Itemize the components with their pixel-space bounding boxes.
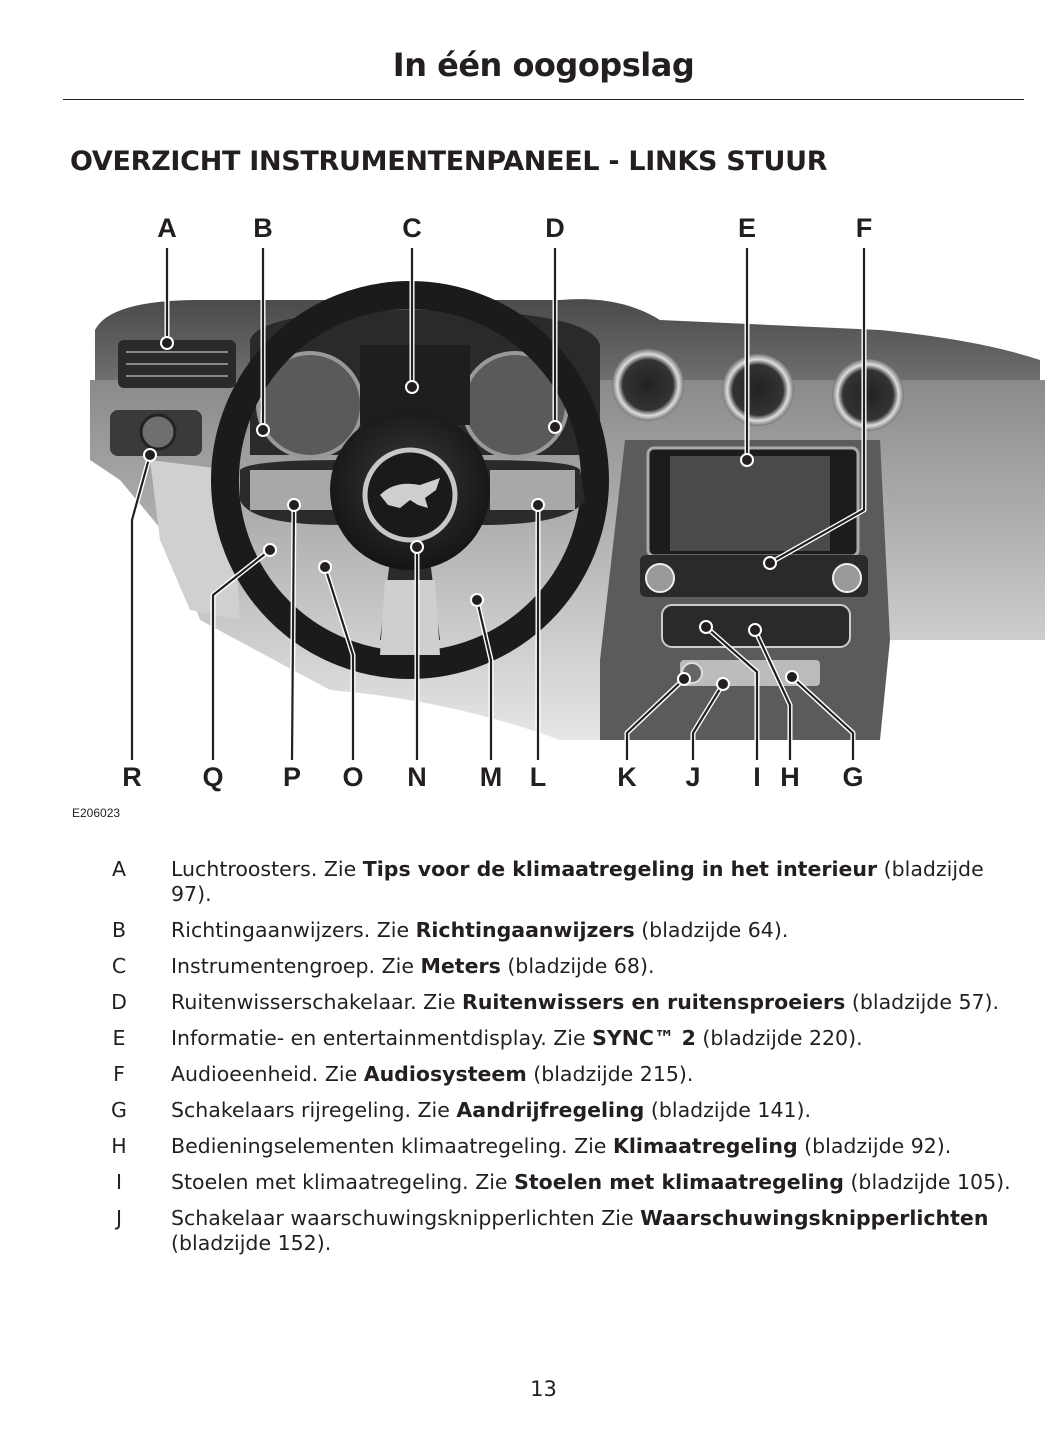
legend-reference-link[interactable]: Audiosysteem [363, 1062, 527, 1086]
callout-label: N [407, 762, 427, 792]
legend-reference-link[interactable]: Klimaatregeling [612, 1134, 798, 1158]
lower-left-panel [150, 460, 240, 620]
left-air-vent [118, 340, 236, 388]
callout-label: E [737, 213, 756, 243]
callout-label: Q [202, 762, 224, 792]
callout-label: I [753, 762, 761, 792]
legend-description: Ruitenwisserschakelaar. Zie [171, 990, 463, 1014]
legend-item [0, 1170, 1055, 1195]
steering-wheel-hub [330, 410, 490, 570]
header-divider [63, 99, 1024, 100]
legend-letter: H [111, 1134, 127, 1158]
legend-letter: G [111, 1098, 127, 1122]
legend-page: (bladzijde 220). [695, 1026, 863, 1050]
callout-label: O [342, 762, 364, 792]
callout-label: D [545, 213, 565, 243]
legend-item [0, 918, 1055, 943]
headlamp-switch [110, 410, 202, 456]
legend-description: Richtingaanwijzers. Zie [171, 918, 416, 942]
legend-item [0, 1134, 1055, 1159]
callout-label: A [157, 213, 177, 243]
legend-description: Informatie- en entertainmentdisplay. Zie [171, 1026, 593, 1050]
page-header-title: In één oogopslag [392, 46, 695, 84]
legend-letter: B [111, 918, 127, 942]
legend-page: (bladzijde 68). [500, 954, 655, 978]
toggle-switch-row [680, 660, 820, 686]
legend-reference-link[interactable]: Aandrijfregeling [456, 1098, 645, 1122]
legend-description: Bedieningselementen klimaatregeling. Zie [171, 1134, 613, 1158]
callout-label: K [617, 762, 637, 792]
legend-reference-link[interactable]: SYNC™ 2 [592, 1026, 696, 1050]
legend-page: (bladzijde 92). [797, 1134, 952, 1158]
legend-list [0, 857, 1055, 1267]
callout-label: C [402, 213, 422, 243]
legend-letter: I [115, 1170, 123, 1194]
climate-panel [662, 605, 850, 647]
legend-letter: D [111, 990, 127, 1014]
callout-label: M [479, 762, 503, 792]
instrument-cluster-hood [250, 310, 600, 455]
page-number: 13 [530, 1377, 557, 1401]
legend-description: Schakelaars rijregeling. Zie [171, 1098, 457, 1122]
figure-id: E206023 [72, 806, 121, 820]
legend-letter: F [113, 1062, 125, 1086]
callout-label: R [122, 762, 142, 792]
legend-page: (bladzijde 141). [644, 1098, 812, 1122]
legend-page: (bladzijde 64). [634, 918, 789, 942]
callout-label: P [282, 762, 301, 792]
legend-description: Instrumentengroep. Zie [171, 954, 421, 978]
legend-letter: A [111, 857, 127, 881]
center-vent-3 [832, 359, 904, 431]
callout-label: L [529, 762, 547, 792]
dashboard-top [95, 299, 1040, 440]
legend-reference-link[interactable]: Richtingaanwijzers [415, 918, 635, 942]
callout-label: G [842, 762, 864, 792]
legend-item [0, 1098, 1055, 1123]
legend-reference-link[interactable]: Stoelen met klimaatregeling [514, 1170, 844, 1194]
center-stack [600, 440, 890, 740]
legend-reference-link[interactable]: Waarschuwingsknipperlichten [640, 1206, 989, 1230]
legend-page: (bladzijde 215). [526, 1062, 694, 1086]
audio-unit [640, 555, 868, 597]
legend-item [0, 954, 1055, 979]
legend-page: (bladzijde 105). [843, 1170, 1011, 1194]
dashboard-body [90, 380, 1045, 740]
steering-wheel-spokes [240, 460, 585, 640]
legend-item [0, 857, 1055, 907]
center-vent-1 [612, 349, 684, 421]
legend-description: Schakelaar waarschuwingsknipperlichten Zie [171, 1206, 641, 1230]
center-vent-2 [722, 354, 794, 426]
pony-emblem [380, 478, 440, 508]
callout-label: B [253, 213, 273, 243]
legend-page: (bladzijde 152). [171, 1231, 332, 1255]
infotainment-display [648, 448, 858, 556]
callout-label: H [780, 762, 800, 792]
section-title: OVERZICHT INSTRUMENTENPANEEL - LINKS STUUR [70, 146, 828, 177]
legend-reference-link[interactable]: Meters [420, 954, 501, 978]
legend-letter: E [112, 1026, 126, 1050]
legend-reference-link[interactable]: Ruitenwissers en ruitensproeiers [462, 990, 846, 1014]
legend-letter: J [115, 1206, 123, 1230]
legend-page: (bladzijde 97). [171, 857, 984, 906]
callout-label: J [685, 762, 701, 792]
legend-item [0, 1026, 1055, 1051]
legend-item [0, 1062, 1055, 1087]
legend-description: Stoelen met klimaatregeling. Zie [171, 1170, 515, 1194]
legend-page: (bladzijde 57). [845, 990, 1000, 1014]
legend-item [0, 1206, 1055, 1256]
legend-letter: C [111, 954, 127, 978]
legend-description: Luchtroosters. Zie [171, 857, 363, 881]
callout-label: F [855, 213, 873, 243]
legend-item [0, 990, 1055, 1015]
legend-description: Audioeenheid. Zie [171, 1062, 364, 1086]
steering-wheel-rim [225, 295, 595, 665]
legend-reference-link[interactable]: Tips voor de klimaatregeling in het interieur [362, 857, 878, 881]
